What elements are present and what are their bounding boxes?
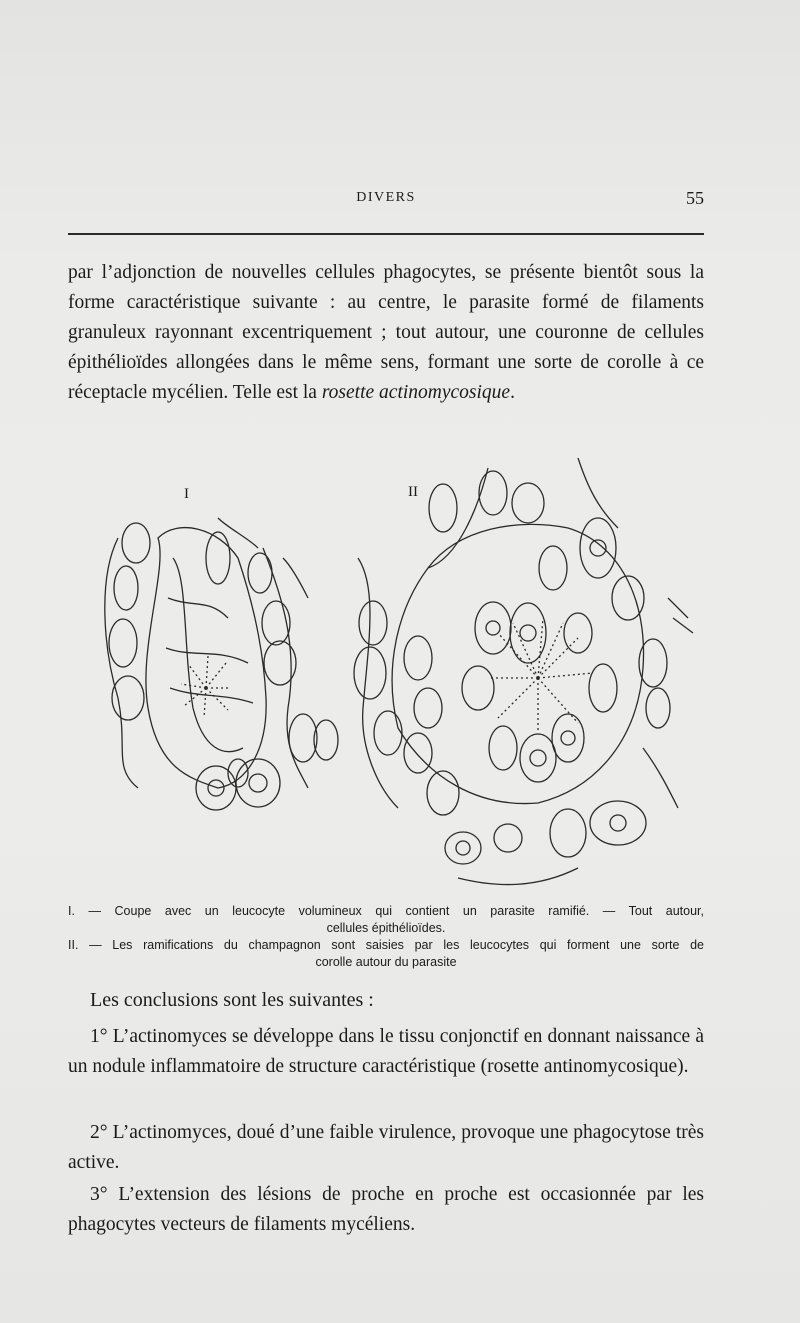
figure-1-drawing — [105, 518, 338, 810]
conclusion-3: 3° L’extension des lésions de proche en proche est occasionnée par les phagocytes vecteurs de filaments mycéliens. — [68, 1184, 704, 1235]
page-header — [68, 190, 704, 214]
conclusions-intro: Les conclusions sont les suivantes : — [90, 989, 374, 1011]
caption-figure-1 — [68, 903, 704, 937]
header-rule — [68, 233, 704, 235]
paragraph-intro-end: . — [510, 382, 515, 403]
caption-1-line-2: cellules épithélioïdes. — [326, 921, 446, 935]
running-title: DIVERS — [356, 190, 416, 205]
conclusion-1: 1° L’actinomyces se développe dans le tissu conjonctif en donnant naissance à un nodule inflammatoire de structure caractéristique (rosette antinomycosique). — [68, 1026, 704, 1077]
figure-label-1: I — [184, 486, 189, 502]
caption-1-line-1: I. — Coupe avec un leucocyte volumineux qui contient un parasite ramifié. — Tout autour, — [68, 904, 704, 918]
page-number: 55 — [686, 188, 704, 208]
caption-figure-2 — [68, 937, 704, 971]
histology-figure — [98, 448, 698, 898]
rosette-term: rosette actinomycosique — [321, 382, 511, 403]
figure-label-2: II — [408, 484, 418, 500]
paragraph-intro-text: par l’adjonction de nouvelles cellules phagocytes, se présente bientôt sous la forme caractéristique suivante : au centre, le parasite formé de filaments granuleux rayonnant excentriquement ; tout autour, une couronne de cellules épithélioïdes allongées dans le même sens, formant une sorte de corolle à ce réceptacle mycélien. Telle est la — [68, 262, 704, 403]
caption-2-line-2: corolle autour du parasite — [315, 955, 457, 969]
conclusion-2: 2° L’actinomyces, doué d’une faible virulence, provoque une phagocytose très active. — [68, 1122, 704, 1173]
paragraph-intro — [68, 258, 704, 408]
figure-2-drawing — [354, 458, 693, 885]
caption-2-line-1: II. — Les ramifications du champagnon sont saisies par les leucocytes qui forment une sorte de — [68, 938, 704, 952]
figure-drawing — [98, 448, 698, 898]
